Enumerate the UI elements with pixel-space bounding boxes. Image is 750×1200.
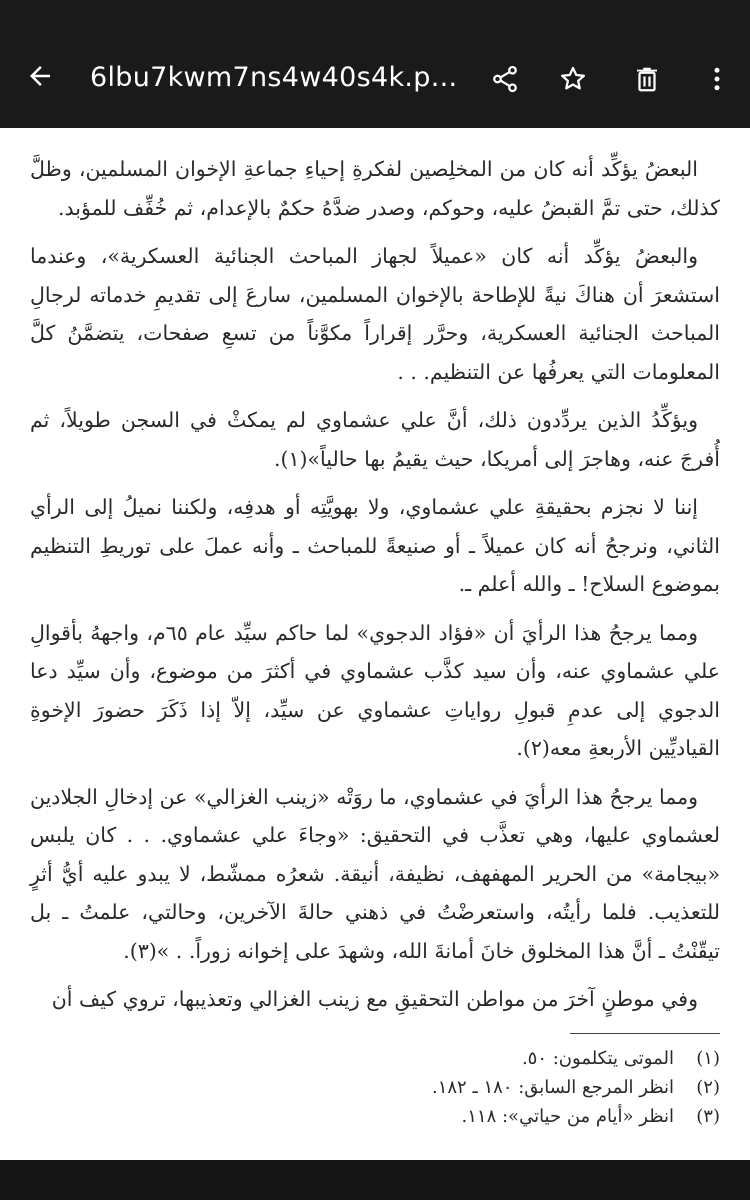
- star-icon: [558, 64, 588, 94]
- document-title: 6lbu7kwm7ns4w40s4k.p...: [90, 62, 458, 93]
- footnote-divider: [570, 1033, 720, 1034]
- trash-icon: [632, 64, 662, 94]
- delete-button[interactable]: [625, 57, 669, 101]
- share-button[interactable]: [483, 57, 527, 101]
- app-bar: [0, 0, 750, 128]
- paragraph: والبعضُ يؤكِّد أنه كان «عميلاً لجهاز المباحث الجنائية العسكرية»، وعندما استشعرَ أن هناكَ نيةً للإطاحة بالإخوان المسلمين، سارعَ إلى تقديمِ خدماته لرجالِ المباحث الجنائية العسكرية، وحرَّر إقراراً مكوَّناً من تسعِ صفحات، يتضمَّنُ كلَّ المعلومات التي يعرفُها عن التنظيم. . .: [30, 244, 720, 384]
- back-button[interactable]: [18, 54, 62, 98]
- paragraph: ومما يرجحُ هذا الرأيَ أن «فؤاد الدجوي» لما حاكم سيِّد عام ٦٥م، واجههُ بأقوالِ علي عشماوي عنه، وأن سيد كذَّب عشماوي في أكثرَ من موضوع، وأن سيِّد دعا الدجوي إلى عدمِ قبولِ رواياتِ عشماوي عن سيِّد، إلاّ إذا ذَكَرَ حضورَ الإخوةِ القياديِّين الأربعةِ معه(٢).: [30, 620, 720, 760]
- arrow-back-icon: [25, 61, 55, 91]
- more-vert-icon: [702, 64, 732, 94]
- paragraph: إننا لا نجزم بحقيقةِ علي عشماوي، ولا بهويَّتِه أو هدفِه، ولكننا نميلُ إلى الرأي الثاني، ونرجحُ أنه كان عميلاً ـ أو صنيعةً للمباحث ـ وأنه عملَ على توريطِ التنظيم بموضوع السلاح! ـ والله أعلم ـ.: [30, 495, 720, 596]
- footnote-text: الموتى يتكلمون: ٥٠.: [521, 1047, 674, 1069]
- footnote-number: (٣): [696, 1105, 720, 1127]
- favorite-button[interactable]: [551, 57, 595, 101]
- footnote: [30, 1044, 720, 1073]
- paragraph: البعضُ يؤكِّد أنه كان من المخلِصين لفكرةِ إحياءِ جماعةِ الإخوان المسلمين، وظلَّ كذلك، حتى تمَّ القبضُ عليه، وحوكم، وصدر ضدَّهُ حكمٌ بالإعدام، ثم خُفِّف للمؤبد.: [30, 157, 720, 220]
- footnote-text: انظر المرجع السابق: ١٨٠ ـ ١٨٢.: [431, 1076, 674, 1098]
- footnote-text: انظر «أيام من حياتي»: ١١٨.: [461, 1105, 674, 1127]
- document-page: [0, 128, 750, 1131]
- paragraph: ومما يرجحُ هذا الرأيَ في عشماوي، ما روَتْه «زينب الغزالي» عن إدخالِ الجلادين لعشماوي عليها، وهي تعذَّب في التحقيق: «وجاءَ علي عشماوي. . . كان يلبس «بيجامة» من الحرير المهفهف، نظيفة، أنيقة. شعرُه ممشّط، لا يبدو عليه أيُّ أثرٍ للتعذيب. فلما رأيتُه، واستعرضْتُ في ذهني حالةَ الآخرين، وحالتي، علمتُ ـ بل تيقّنْتُ ـ أنَّ هذا المخلوق خانَ أمانةَ الله، وشهدَ على إخوانه زوراً. . »(٣).: [30, 784, 720, 963]
- paragraph: ويؤكِّدُ الذين يردِّدون ذلك، أنَّ علي عشماوي لم يمكثْ في السجن طويلاً، ثم أُفرجَ عنه، وهاجرَ إلى أمريكا، حيث يقيمُ بها حالياً»(١).: [30, 408, 720, 471]
- footnotes: [30, 1044, 720, 1131]
- paragraph: وفي موطنٍ آخرَ من مواطن التحقيقِ مع زينب الغزالي وتعذيبها، تروي كيف أن: [51, 987, 698, 1011]
- footnote-number: (١): [696, 1047, 720, 1069]
- document-viewer[interactable]: [0, 128, 750, 1160]
- share-icon: [490, 64, 520, 94]
- footnote-number: (٢): [696, 1076, 720, 1098]
- system-navigation-bar: [0, 1160, 750, 1200]
- more-options-button[interactable]: [695, 57, 739, 101]
- footnote: [30, 1102, 720, 1131]
- footnote: [30, 1073, 720, 1102]
